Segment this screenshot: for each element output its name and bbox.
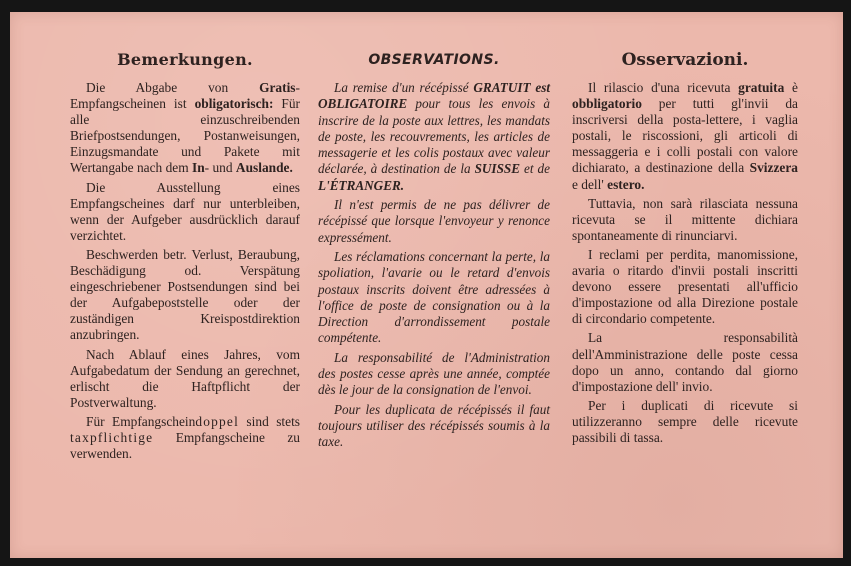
french-paragraph-2: Il n'est permis de ne pas délivrer de récépissé que lorsque l'envoyeur y renonce expressément. xyxy=(318,197,550,245)
italian-column xyxy=(572,50,798,449)
text: pour tous les envois à inscrire de la poste aux lettres, les mandats de poste, les recouvrements, les articles de messagerie et les colis postaux avec valeur déclarée, à destination de la xyxy=(318,96,550,177)
text: è xyxy=(784,80,798,95)
bold-text: L'ÉTRANGER. xyxy=(318,177,405,193)
bold-text: gratuita xyxy=(738,80,785,95)
italian-paragraph-1 xyxy=(572,80,798,193)
italian-paragraph-2: Tuttavia, non sarà rilasciata nessuna ricevuta se il mittente dichiara spontaneamente di rinunciarvi. xyxy=(572,195,798,243)
german-column xyxy=(70,50,300,465)
text: et de xyxy=(520,161,550,177)
french-paragraph-1 xyxy=(318,80,550,194)
german-paragraph-3: Beschwerden betr. Verlust, Beraubung, Beschädigung od. Verspätung eingeschriebener Postsendungen sind bei der Aufgabepoststelle oder der zuständigen Kreispostdirektion anzubringen. xyxy=(70,246,300,343)
bold-text: Svizzera xyxy=(749,160,798,176)
spaced-text: taxpflichtige xyxy=(70,429,154,445)
text: Empfangscheine zu verwenden. xyxy=(70,429,300,462)
french-column xyxy=(318,50,550,454)
bold-text: obbligatorio xyxy=(572,96,642,112)
german-heading: Bemerkungen. xyxy=(117,50,253,69)
text: Für alle einzuschreibenden Briefpostsendungen, Postanweisungen, Einzugsmandate und Pakete mit Wertangabe nach dem xyxy=(70,96,301,176)
text: - und xyxy=(204,160,236,176)
french-paragraph-3: Les réclamations concernant la perte, la spoliation, l'avarie ou le retard d'envois postaux inscrits doivent être adressées à l'office de poste de consignation ou à la Direction d'arrondissement postale compétente. xyxy=(318,248,550,346)
text: -Empfangscheinen ist xyxy=(70,80,300,112)
german-paragraph-4: Nach Ablauf eines Jahres, vom Aufgabedatum der Sendung an gerechnet, erlischt die Haftpflicht der Postverwaltung. xyxy=(70,346,300,410)
bold-text: In xyxy=(191,160,205,176)
bold-text: Auslande. xyxy=(235,160,293,176)
spaced-text: doppel xyxy=(195,413,239,429)
french-paragraph-5: Pour les duplicata de récépissés il faut toujours utiliser des récépissés soumis à la taxe. xyxy=(318,401,550,450)
text: Il rilascio d'una ricevuta xyxy=(588,80,739,95)
bold-text: SUISSE xyxy=(474,161,521,177)
bold-text: obligatorisch: xyxy=(194,96,274,112)
postal-receipt-card xyxy=(10,12,843,558)
italian-paragraph-3: I reclami per perdita, manomissione, avaria o ritardo d'invii postali inscritti devono essere presentati all'ufficio d'impostazione od alla Direzione postale di circondario competente. xyxy=(572,246,798,327)
bold-text: estero. xyxy=(607,176,645,192)
text: e dell' xyxy=(572,176,608,192)
bold-text: Gratis xyxy=(259,80,296,95)
french-paragraph-4: La responsabilité de l'Administration des postes cesse après une année, comptée dès le jour de la consignation de l'envoi. xyxy=(318,349,550,398)
german-paragraph-2: Die Ausstellung eines Empfangscheines darf nur unterbleiben, wenn der Aufgeber ausdrücklich darauf verzichtet. xyxy=(70,179,300,243)
text: sind stets xyxy=(239,413,301,429)
text: Für Empfangschein xyxy=(86,413,196,429)
italian-paragraph-4: La responsabilità dell'Amministrazione delle poste cessa dopo un anno, contando dal giorno d'impostazione dell' invio. xyxy=(572,330,798,394)
german-paragraph-1 xyxy=(70,80,300,177)
text: Die Abgabe von xyxy=(86,80,260,95)
italian-paragraph-5: Per i duplicati di ricevute si utilizzeranno sempre delle ricevute passibili di tassa. xyxy=(572,397,798,445)
italian-heading: Osservazioni. xyxy=(621,50,749,70)
bold-text: GRATUIT est OBLIGATOIRE xyxy=(318,80,550,112)
text: per tutti gl'invii da inscriversi della posta-lettere, i vaglia postali, le riscossioni, gli articoli di messaggeria e i colli postali con valore dichiarato, a destinazione della xyxy=(572,96,798,176)
french-heading: OBSERVATIONS. xyxy=(368,52,500,68)
text: La remise d'un récépissé xyxy=(334,80,474,95)
german-paragraph-5 xyxy=(70,414,300,462)
